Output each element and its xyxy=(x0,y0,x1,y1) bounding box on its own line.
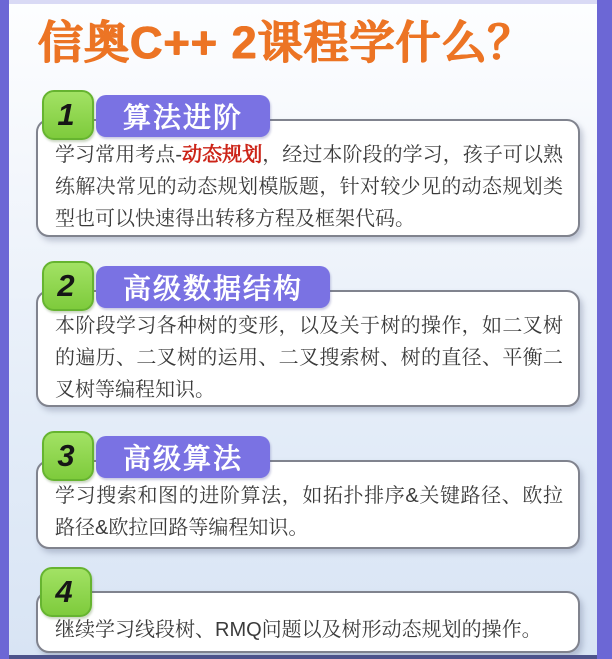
highlight-text: 动态规划 xyxy=(181,144,263,166)
step-badge-4 xyxy=(40,567,92,617)
section-label-2: 高级数据结构 xyxy=(96,266,330,308)
section-body-2: 本阶段学习各种树的变形，以及关于树的操作，如二叉树的遍历、二叉树的运用、二叉搜索树、树的直径、平衡二叉树等编程知识。 xyxy=(55,315,563,401)
step-number: 4 xyxy=(55,574,73,609)
section-label-3: 高级算法 xyxy=(96,436,270,478)
step-badge-3 xyxy=(42,431,94,481)
right-border-strip xyxy=(597,0,612,659)
step-number: 2 xyxy=(57,268,75,303)
body-text: 学习常用考点- xyxy=(55,144,182,166)
section-body-4: 继续学习线段树、RMQ问题以及树形动态规划的操作。 xyxy=(55,619,542,641)
body-text: ，经过本阶段的学习，孩子可以熟练解决常见的动态规划模版题，针对较少见的动态规划类型也可以快速得出转移方程及框架代码。 xyxy=(55,144,563,230)
section-body-3: 学习搜索和图的进阶算法，如拓扑排序&关键路径、欧拉路径&欧拉回路等编程知识。 xyxy=(55,485,563,539)
section-card-4 xyxy=(36,591,580,653)
left-border-strip xyxy=(0,0,9,659)
page-title: 信奥C++ 2课程学什么？ xyxy=(38,17,534,68)
step-badge-1 xyxy=(42,90,94,140)
bottom-border-strip xyxy=(9,655,597,659)
section-body-1 xyxy=(38,121,578,245)
step-number: 3 xyxy=(57,438,75,473)
step-number: 1 xyxy=(57,97,75,132)
top-border-strip xyxy=(0,0,612,4)
step-badge-2 xyxy=(42,261,94,311)
section-label-1: 算法进阶 xyxy=(96,95,270,137)
